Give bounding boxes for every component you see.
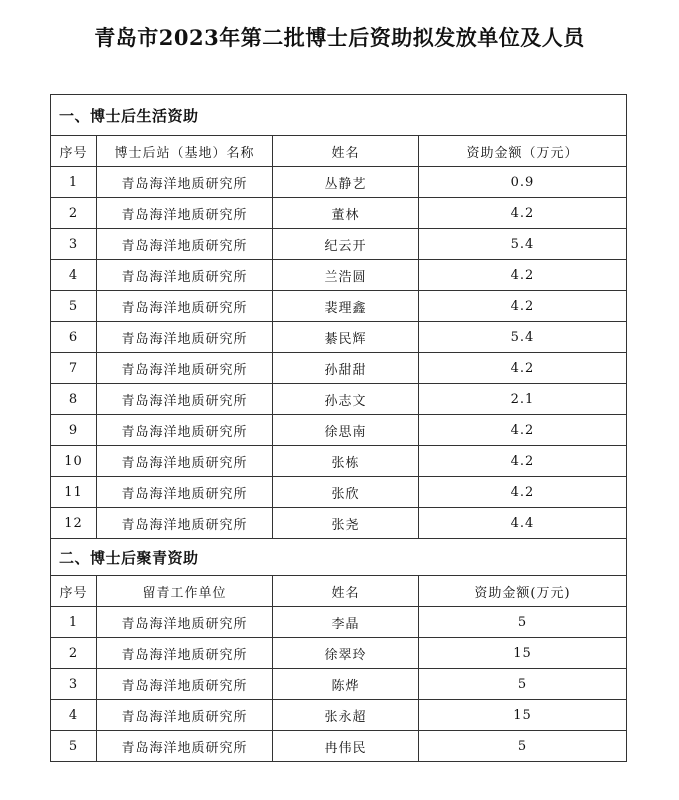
section-heading-row [51,539,627,576]
column-header-amount: 资助金额（万元） [419,136,627,167]
table-row [51,291,627,322]
amount-cell: 4.2 [419,446,627,477]
unit-cell: 青岛海洋地质研究所 [97,700,273,731]
serial-cell: 2 [51,638,97,669]
name-cell: 张永超 [273,700,419,731]
amount-cell: 2.1 [419,384,627,415]
unit-cell: 青岛海洋地质研究所 [97,607,273,638]
serial-cell: 3 [51,669,97,700]
column-header-serial: 序号 [51,136,97,167]
column-header-name: 姓名 [273,576,419,607]
column-header-unit: 留青工作单位 [97,576,273,607]
table-row [51,229,627,260]
serial-cell: 4 [51,260,97,291]
unit-cell: 青岛海洋地质研究所 [97,353,273,384]
unit-cell: 青岛海洋地质研究所 [97,384,273,415]
column-header-name: 姓名 [273,136,419,167]
serial-cell: 9 [51,415,97,446]
table-row [51,384,627,415]
name-cell: 张尧 [273,508,419,539]
table-row [51,607,627,638]
name-cell: 纪云开 [273,229,419,260]
table-row [51,638,627,669]
name-cell: 李晶 [273,607,419,638]
serial-cell: 10 [51,446,97,477]
table-row [51,322,627,353]
unit-cell: 青岛海洋地质研究所 [97,638,273,669]
amount-cell: 4.2 [419,260,627,291]
amount-cell: 0.9 [419,167,627,198]
name-cell: 张栋 [273,446,419,477]
serial-cell: 1 [51,167,97,198]
serial-cell: 12 [51,508,97,539]
amount-cell: 4.2 [419,291,627,322]
serial-cell: 8 [51,384,97,415]
unit-cell: 青岛海洋地质研究所 [97,731,273,762]
serial-cell: 1 [51,607,97,638]
amount-cell: 15 [419,700,627,731]
table-header-row [51,576,627,607]
unit-cell: 青岛海洋地质研究所 [97,291,273,322]
amount-cell: 4.2 [419,198,627,229]
table-row [51,260,627,291]
name-cell: 董林 [273,198,419,229]
serial-cell: 5 [51,291,97,322]
name-cell: 孙甜甜 [273,353,419,384]
unit-cell: 青岛海洋地质研究所 [97,508,273,539]
unit-cell: 青岛海洋地质研究所 [97,229,273,260]
amount-cell: 5.4 [419,229,627,260]
amount-cell: 5 [419,731,627,762]
amount-cell: 5 [419,607,627,638]
name-cell: 徐翠玲 [273,638,419,669]
name-cell: 綦民辉 [273,322,419,353]
table-row [51,353,627,384]
name-cell: 冉伟民 [273,731,419,762]
document-title: 青岛市2023年第二批博士后资助拟发放单位及人员 [94,25,585,50]
table-row [51,167,627,198]
table-header-row [51,136,627,167]
unit-cell: 青岛海洋地质研究所 [97,322,273,353]
serial-cell: 4 [51,700,97,731]
name-cell: 徐思南 [273,415,419,446]
section-heading: 二、博士后聚青资助 [51,539,627,576]
column-header-unit: 博士后站（基地）名称 [97,136,273,167]
name-cell: 丛静艺 [273,167,419,198]
section-heading-row [51,95,627,136]
serial-cell: 7 [51,353,97,384]
name-cell: 裴理鑫 [273,291,419,322]
unit-cell: 青岛海洋地质研究所 [97,669,273,700]
amount-cell: 15 [419,638,627,669]
table-row [51,700,627,731]
table-row [51,508,627,539]
unit-cell: 青岛海洋地质研究所 [97,167,273,198]
amount-cell: 5 [419,669,627,700]
table-row [51,731,627,762]
amount-cell: 4.2 [419,353,627,384]
table-row [51,415,627,446]
table-row [51,669,627,700]
amount-cell: 4.4 [419,508,627,539]
unit-cell: 青岛海洋地质研究所 [97,198,273,229]
table-row [51,198,627,229]
unit-cell: 青岛海洋地质研究所 [97,446,273,477]
unit-cell: 青岛海洋地质研究所 [97,415,273,446]
column-header-serial: 序号 [51,576,97,607]
column-header-amount: 资助金额(万元) [419,576,627,607]
name-cell: 孙志文 [273,384,419,415]
name-cell: 张欣 [273,477,419,508]
serial-cell: 11 [51,477,97,508]
subsidy-table-body [51,95,627,762]
serial-cell: 5 [51,731,97,762]
amount-cell: 4.2 [419,477,627,508]
serial-cell: 3 [51,229,97,260]
name-cell: 陈烨 [273,669,419,700]
table-row [51,446,627,477]
unit-cell: 青岛海洋地质研究所 [97,260,273,291]
amount-cell: 5.4 [419,322,627,353]
serial-cell: 2 [51,198,97,229]
unit-cell: 青岛海洋地质研究所 [97,477,273,508]
serial-cell: 6 [51,322,97,353]
name-cell: 兰浩圆 [273,260,419,291]
subsidy-table [50,94,627,762]
amount-cell: 4.2 [419,415,627,446]
table-row [51,477,627,508]
section-heading: 一、博士后生活资助 [51,95,627,136]
